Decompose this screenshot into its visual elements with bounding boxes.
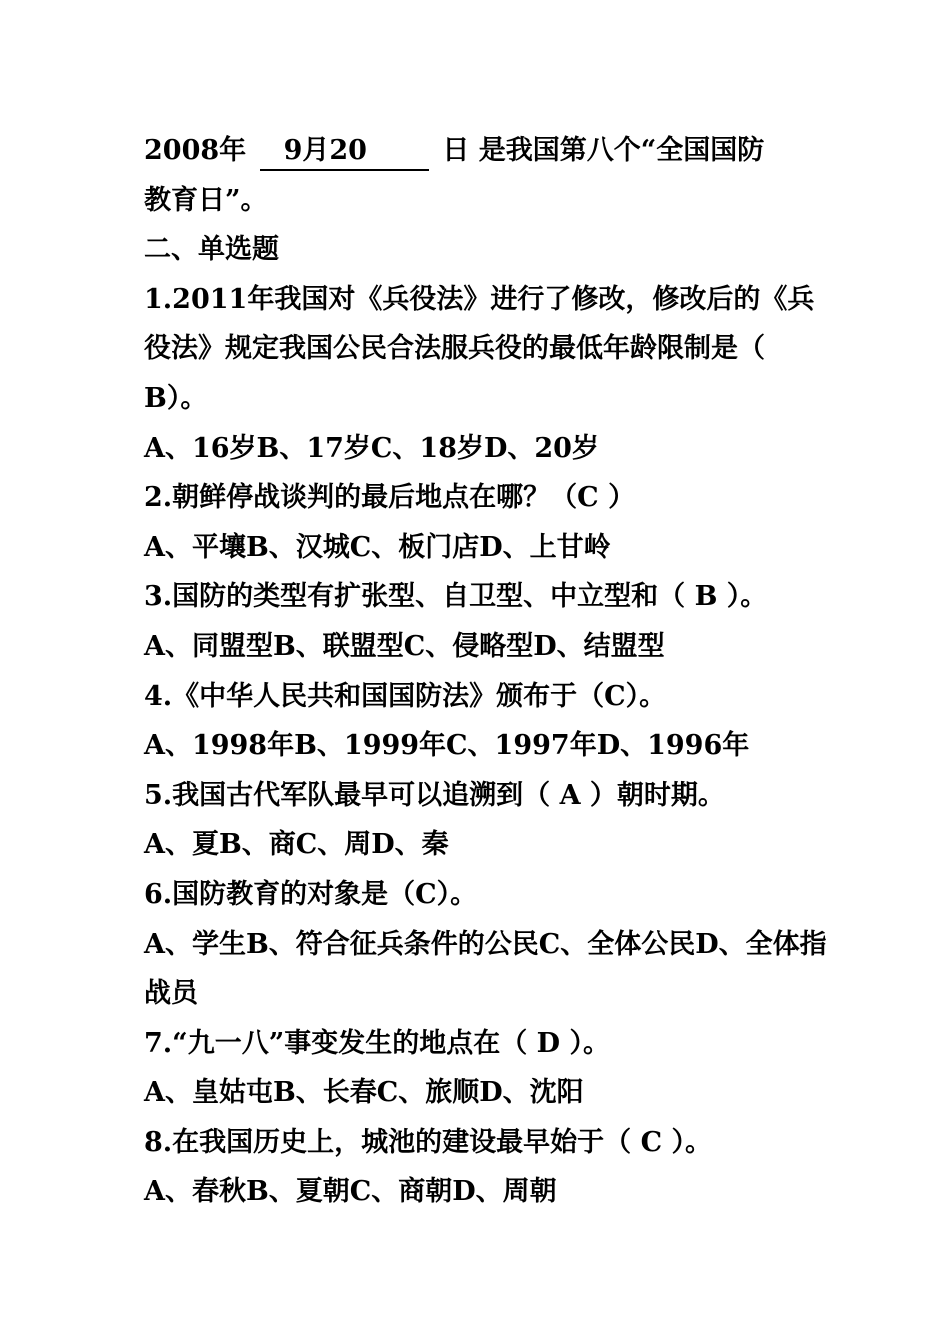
question-line: 8.在我国历史上，城池的建设最早始于（ C ）。 [144,1126,712,1158]
options-line: A、同盟型B、联盟型C、侵略型D、结盟型 [144,630,665,662]
question-line: 5.我国古代军队最早可以追溯到（ A ）朝时期。 [144,779,725,811]
question-line: 役法》规定我国公民合法服兵役的最低年龄限制是（ [144,333,765,365]
intro-year: 2008年 [144,135,247,166]
section-title: 二、单选题 [144,234,279,266]
question-line: 4.《中华人民共和国国防法》颁布于（C）。 [144,680,667,712]
intro-rest: 日 是我国第八个“全国国防 [442,135,765,166]
options-line: A、16岁B、17岁C、18岁D、20岁 [144,432,599,464]
options-line: A、平壤B、汉城C、板门店D、上甘岭 [144,531,611,563]
question-line: 3.国防的类型有扩张型、自卫型、中立型和（ B ）。 [144,581,768,613]
options-line: 战员 [144,978,198,1010]
options-line: A、1998年B、1999年C、1997年D、1996年 [144,730,750,762]
question-line: 7.“九一八”事变发生的地点在（ D ）。 [144,1027,610,1059]
blank-answer: 9月20 [283,135,367,166]
question-line: 2.朝鲜停战谈判的最后地点在哪？（C ） [144,482,636,514]
fill-in-blank [260,133,429,171]
options-line: A、春秋B、夏朝C、商朝D、周朝 [144,1176,557,1208]
options-line: A、学生B、符合征兵条件的公民C、全体公民D、全体指 [144,928,827,960]
document-page [144,126,827,1217]
options-line: A、夏B、商C、周D、秦 [144,829,449,861]
question-line: B）。 [144,382,208,414]
question-line: 1.2011年我国对《兵役法》进行了修改，修改后的《兵 [144,283,815,315]
intro-line-2: 教育日”。 [144,184,268,216]
options-line: A、皇姑屯B、长春C、旅顺D、沈阳 [144,1077,584,1109]
question-line: 6.国防教育的对象是（C）。 [144,878,478,910]
intro-line-1 [144,126,816,176]
